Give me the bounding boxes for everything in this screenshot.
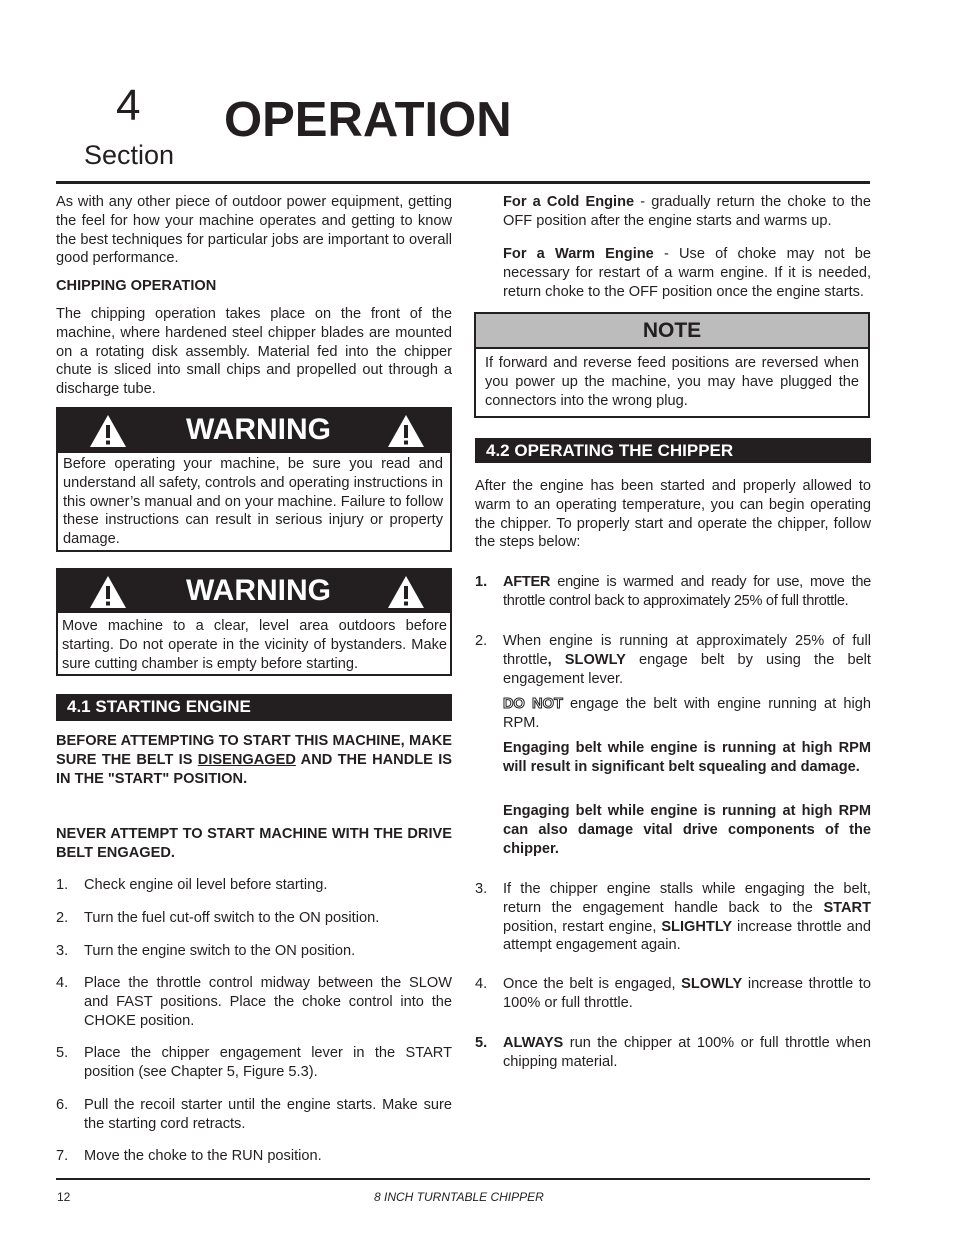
list-item: Turn the engine switch to the ON position.	[84, 943, 356, 959]
engaging-warning: Engaging belt while engine is running at high RPM will result in significant belt squealing and damage.	[503, 740, 871, 775]
list-item: Turn the fuel cut-off switch to the ON position.	[84, 910, 380, 926]
never-start-warning: NEVER ATTEMPT TO START MACHINE WITH THE DRIVE BELT ENGAGED.	[56, 826, 452, 861]
warning-box	[56, 407, 452, 552]
engaging-warning: Engaging belt while engine is running at high RPM can also damage vital drive components of the chipper.	[503, 803, 871, 857]
list-item-number: 1.	[475, 574, 488, 590]
list-item: When engine is running at approximately 25% of full throttle, SLOWLY engage belt by using the belt engagement lever.	[503, 633, 871, 687]
header-rule	[56, 181, 870, 184]
list-item-number: 3.	[475, 881, 488, 897]
list-item: Check engine oil level before starting.	[84, 877, 328, 893]
warning-header	[58, 570, 450, 613]
note-box	[474, 312, 870, 418]
warning-label: WARNING	[186, 413, 331, 446]
warning-label: WARNING	[186, 574, 331, 607]
list-item-number: 5.	[475, 1035, 488, 1051]
list-item: If the chipper engine stalls while engaging the belt, return the engagement handle back to the START position, restart engine, SLIGHTLY increase throttle and attempt engagement again.	[503, 881, 871, 954]
list-item: Pull the recoil starter until the engine starts. Make sure the starting cord retracts.	[84, 1097, 452, 1132]
warning-triangle-icon	[386, 574, 426, 610]
intro-paragraph: As with any other piece of outdoor power equipment, getting the feel for how your machine operates and getting to know the best techniques for particular jobs are important to overall good performance.	[56, 194, 452, 267]
list-item-number: 2.	[475, 633, 488, 649]
list-item: Once the belt is engaged, SLOWLY increase throttle to 100% or full throttle.	[503, 976, 871, 1011]
warning-text: Move machine to a clear, level area outdoors before starting. Do not operate in the vicinity of bystanders. Make sure cutting chamber is empty before starting.	[62, 618, 447, 672]
section-label: Section	[84, 140, 175, 170]
section-heading-4-2: 4.2 OPERATING THE CHIPPER	[475, 438, 871, 463]
list-item-number: 5.	[56, 1045, 69, 1061]
warning-text: Before operating your machine, be sure you read and understand all safety, controls and operating instructions in this owner’s manual and on your machine. Failure to follow these instructions can result in serious injury or property damage.	[63, 456, 443, 548]
note-text: If forward and reverse feed positions are reversed when you power up the machine, you may have plugged the connectors into the wrong plug.	[485, 355, 859, 409]
warning-triangle-icon	[88, 413, 128, 449]
cold-engine-paragraph: For a Cold Engine - gradually return the choke to the OFF position after the engine starts and warms up.	[503, 194, 872, 229]
list-item: AFTER engine is warmed and ready for use, move the throttle control back to approximately 25% of full throttle.	[503, 574, 871, 609]
list-item-number: 6.	[56, 1097, 69, 1113]
do-not-paragraph: DO NOT engage the belt with engine running at high RPM.	[503, 696, 871, 731]
page-number: 12	[57, 1190, 71, 1204]
note-header: NOTE	[476, 314, 868, 349]
list-item-number: 1.	[56, 877, 69, 893]
warning-box	[56, 568, 452, 676]
operating-intro: After the engine has been started and properly allowed to warm to an operating temperature, you can begin operating the chipper. To properly start and operate the chipper, follow the steps below:	[475, 478, 871, 551]
footer-title: 8 INCH TURNTABLE CHIPPER	[374, 1190, 544, 1204]
list-item-number: 2.	[56, 910, 69, 926]
section-number: 4	[116, 81, 141, 130]
warning-header	[58, 409, 450, 453]
list-item-number: 7.	[56, 1148, 69, 1164]
chipping-paragraph: The chipping operation takes place on the front of the machine, where hardened steel chipper blades are mounted on a rotating disk assembly. Material fed into the chipper chute is sliced into small chips and propelled out through a discharge tube.	[56, 306, 452, 398]
list-item: Move the choke to the RUN position.	[84, 1148, 322, 1164]
footer-rule	[56, 1178, 870, 1180]
list-item: ALWAYS run the chipper at 100% or full throttle when chipping material.	[503, 1035, 871, 1070]
list-item-number: 4.	[56, 975, 69, 991]
list-item-number: 4.	[475, 976, 488, 992]
list-item: Place the throttle control midway between the SLOW and FAST positions. Place the choke control into the CHOKE position.	[84, 975, 452, 1029]
list-item-number: 3.	[56, 943, 69, 959]
warning-triangle-icon	[386, 413, 426, 449]
before-starting-warning: BEFORE ATTEMPTING TO START THIS MACHINE, MAKE SURE THE BELT IS DISENGAGED AND THE HANDLE IS IN THE "START" POSITION.	[56, 733, 452, 787]
page-title: OPERATION	[224, 93, 512, 147]
warm-engine-paragraph: For a Warm Engine - Use of choke may not be necessary for restart of a warm engine. If it is needed, return choke to the OFF position once the engine starts.	[503, 246, 871, 300]
section-heading-4-1: 4.1 STARTING ENGINE	[56, 694, 452, 721]
chipping-heading: CHIPPING OPERATION	[56, 278, 217, 294]
list-item: Place the chipper engagement lever in the START position (see Chapter 5, Figure 5.3).	[84, 1045, 452, 1080]
warning-triangle-icon	[88, 574, 128, 610]
